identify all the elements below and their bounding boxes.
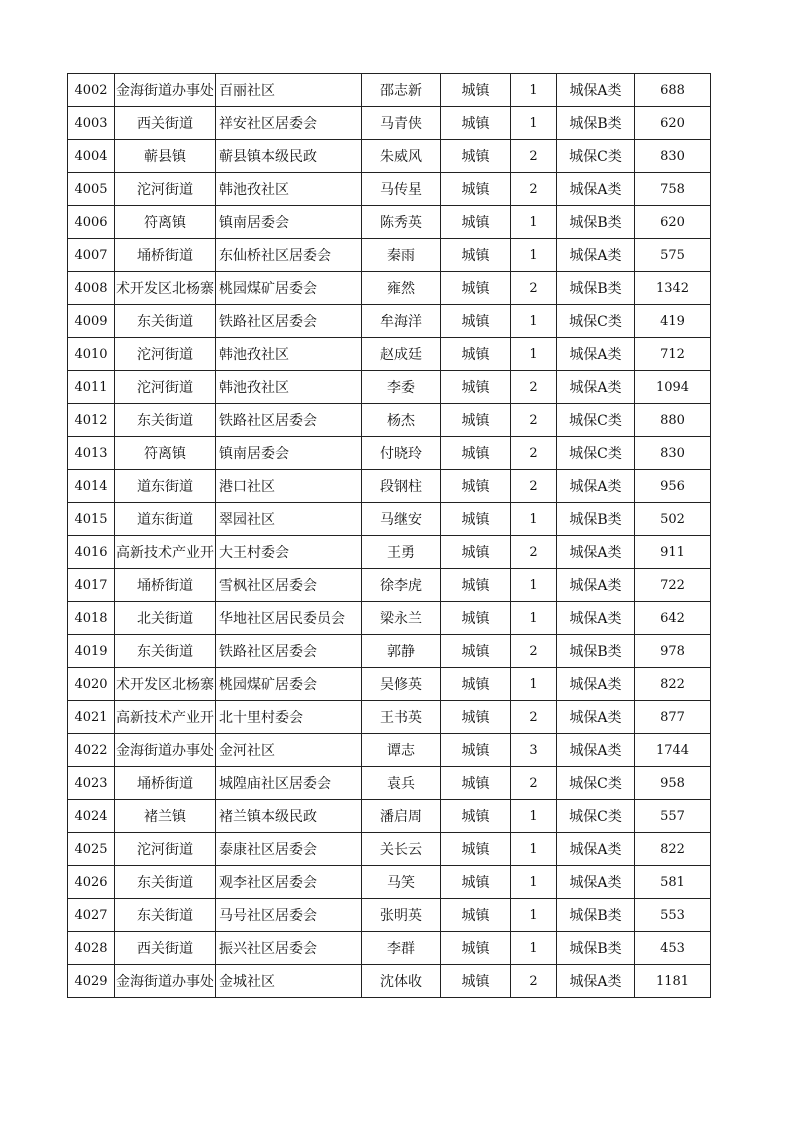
amount-cell: 958 [635,767,711,800]
person-name-cell: 朱威风 [362,140,441,173]
person-name-cell: 郭静 [362,635,441,668]
person-name-cell: 王书英 [362,701,441,734]
record-id-cell: 4023 [68,767,115,800]
person-name-cell: 马笑 [362,866,441,899]
area-type-cell: 城镇 [441,734,511,767]
table-row [68,965,711,998]
street-cell: 沱河街道 [115,833,216,866]
community-cell: 马号社区居委会 [216,899,362,932]
household-count-cell: 1 [511,239,557,272]
community-cell: 华地社区居民委员会 [216,602,362,635]
record-id-cell: 4025 [68,833,115,866]
household-count-cell: 1 [511,305,557,338]
category-cell: 城保B类 [557,107,635,140]
person-name-cell: 牟海洋 [362,305,441,338]
table-row [68,536,711,569]
community-cell: 镇南居委会 [216,437,362,470]
person-name-cell: 赵成廷 [362,338,441,371]
table-row [68,140,711,173]
street-cell: 符离镇 [115,437,216,470]
category-cell: 城保A类 [557,74,635,107]
area-type-cell: 城镇 [441,371,511,404]
household-count-cell: 3 [511,734,557,767]
area-type-cell: 城镇 [441,536,511,569]
record-id-cell: 4015 [68,503,115,536]
community-cell: 韩池孜社区 [216,371,362,404]
street-cell: 西关街道 [115,107,216,140]
category-cell: 城保B类 [557,635,635,668]
category-cell: 城保C类 [557,305,635,338]
area-type-cell: 城镇 [441,965,511,998]
area-type-cell: 城镇 [441,404,511,437]
person-name-cell: 马青侠 [362,107,441,140]
amount-cell: 553 [635,899,711,932]
category-cell: 城保A类 [557,173,635,206]
table-row [68,338,711,371]
person-name-cell: 马继安 [362,503,441,536]
table-row [68,866,711,899]
household-count-cell: 2 [511,635,557,668]
street-cell: 术开发区北杨寨 [115,272,216,305]
record-id-cell: 4021 [68,701,115,734]
table-row [68,437,711,470]
area-type-cell: 城镇 [441,173,511,206]
person-name-cell: 梁永兰 [362,602,441,635]
record-id-cell: 4028 [68,932,115,965]
person-name-cell: 陈秀英 [362,206,441,239]
person-name-cell: 杨杰 [362,404,441,437]
amount-cell: 880 [635,404,711,437]
person-name-cell: 徐李虎 [362,569,441,602]
household-count-cell: 1 [511,833,557,866]
household-count-cell: 2 [511,173,557,206]
table-row [68,668,711,701]
street-cell: 沱河街道 [115,371,216,404]
street-cell: 埇桥街道 [115,239,216,272]
person-name-cell: 袁兵 [362,767,441,800]
record-id-cell: 4029 [68,965,115,998]
community-cell: 铁路社区居委会 [216,404,362,437]
community-cell: 桃园煤矿居委会 [216,668,362,701]
area-type-cell: 城镇 [441,899,511,932]
table-row [68,107,711,140]
table-row [68,206,711,239]
amount-cell: 712 [635,338,711,371]
record-id-cell: 4027 [68,899,115,932]
street-cell: 西关街道 [115,932,216,965]
record-id-cell: 4007 [68,239,115,272]
area-type-cell: 城镇 [441,635,511,668]
community-cell: 镇南居委会 [216,206,362,239]
household-count-cell: 1 [511,668,557,701]
household-count-cell: 2 [511,965,557,998]
area-type-cell: 城镇 [441,74,511,107]
area-type-cell: 城镇 [441,800,511,833]
street-cell: 金海街道办事处 [115,734,216,767]
table-row [68,239,711,272]
household-count-cell: 2 [511,701,557,734]
records-table-body [68,74,711,998]
record-id-cell: 4004 [68,140,115,173]
household-count-cell: 2 [511,371,557,404]
community-cell: 观李社区居委会 [216,866,362,899]
record-id-cell: 4005 [68,173,115,206]
street-cell: 东关街道 [115,635,216,668]
amount-cell: 502 [635,503,711,536]
category-cell: 城保B类 [557,932,635,965]
area-type-cell: 城镇 [441,866,511,899]
amount-cell: 581 [635,866,711,899]
category-cell: 城保B类 [557,272,635,305]
household-count-cell: 1 [511,503,557,536]
table-row [68,173,711,206]
street-cell: 金海街道办事处 [115,965,216,998]
category-cell: 城保A类 [557,833,635,866]
area-type-cell: 城镇 [441,470,511,503]
community-cell: 韩池孜社区 [216,338,362,371]
community-cell: 泰康社区居委会 [216,833,362,866]
category-cell: 城保A类 [557,701,635,734]
street-cell: 道东街道 [115,503,216,536]
area-type-cell: 城镇 [441,602,511,635]
category-cell: 城保A类 [557,536,635,569]
amount-cell: 620 [635,206,711,239]
street-cell: 东关街道 [115,404,216,437]
area-type-cell: 城镇 [441,833,511,866]
category-cell: 城保A类 [557,734,635,767]
records-table [67,73,711,998]
record-id-cell: 4016 [68,536,115,569]
community-cell: 祥安社区居委会 [216,107,362,140]
amount-cell: 620 [635,107,711,140]
record-id-cell: 4013 [68,437,115,470]
amount-cell: 557 [635,800,711,833]
street-cell: 金海街道办事处 [115,74,216,107]
area-type-cell: 城镇 [441,701,511,734]
street-cell: 符离镇 [115,206,216,239]
table-row [68,569,711,602]
community-cell: 城隍庙社区居委会 [216,767,362,800]
household-count-cell: 1 [511,206,557,239]
household-count-cell: 1 [511,800,557,833]
street-cell: 沱河街道 [115,173,216,206]
record-id-cell: 4006 [68,206,115,239]
amount-cell: 575 [635,239,711,272]
person-name-cell: 李委 [362,371,441,404]
street-cell: 东关街道 [115,866,216,899]
street-cell: 道东街道 [115,470,216,503]
record-id-cell: 4024 [68,800,115,833]
community-cell: 褚兰镇本级民政 [216,800,362,833]
household-count-cell: 2 [511,404,557,437]
person-name-cell: 王勇 [362,536,441,569]
area-type-cell: 城镇 [441,305,511,338]
person-name-cell: 潘启周 [362,800,441,833]
table-row [68,701,711,734]
street-cell: 北关街道 [115,602,216,635]
household-count-cell: 1 [511,338,557,371]
community-cell: 翠园社区 [216,503,362,536]
street-cell: 蕲县镇 [115,140,216,173]
household-count-cell: 2 [511,536,557,569]
category-cell: 城保C类 [557,767,635,800]
street-cell: 高新技术产业开 [115,536,216,569]
amount-cell: 1342 [635,272,711,305]
amount-cell: 822 [635,668,711,701]
area-type-cell: 城镇 [441,272,511,305]
table-row [68,503,711,536]
record-id-cell: 4009 [68,305,115,338]
record-id-cell: 4008 [68,272,115,305]
amount-cell: 1181 [635,965,711,998]
person-name-cell: 马传星 [362,173,441,206]
amount-cell: 1094 [635,371,711,404]
category-cell: 城保A类 [557,602,635,635]
category-cell: 城保A类 [557,866,635,899]
table-row [68,899,711,932]
table-row [68,272,711,305]
amount-cell: 830 [635,140,711,173]
community-cell: 铁路社区居委会 [216,305,362,338]
area-type-cell: 城镇 [441,140,511,173]
amount-cell: 877 [635,701,711,734]
community-cell: 港口社区 [216,470,362,503]
community-cell: 韩池孜社区 [216,173,362,206]
amount-cell: 1744 [635,734,711,767]
household-count-cell: 1 [511,932,557,965]
record-id-cell: 4010 [68,338,115,371]
person-name-cell: 付晓玲 [362,437,441,470]
household-count-cell: 2 [511,470,557,503]
amount-cell: 688 [635,74,711,107]
category-cell: 城保A类 [557,239,635,272]
person-name-cell: 李群 [362,932,441,965]
table-row [68,74,711,107]
household-count-cell: 2 [511,767,557,800]
table-row [68,404,711,437]
table-row [68,602,711,635]
person-name-cell: 吴修英 [362,668,441,701]
amount-cell: 822 [635,833,711,866]
person-name-cell: 秦雨 [362,239,441,272]
record-id-cell: 4012 [68,404,115,437]
amount-cell: 722 [635,569,711,602]
household-count-cell: 2 [511,140,557,173]
person-name-cell: 张明英 [362,899,441,932]
community-cell: 金河社区 [216,734,362,767]
community-cell: 百丽社区 [216,74,362,107]
household-count-cell: 2 [511,437,557,470]
category-cell: 城保A类 [557,569,635,602]
street-cell: 沱河街道 [115,338,216,371]
table-row [68,305,711,338]
area-type-cell: 城镇 [441,569,511,602]
category-cell: 城保C类 [557,800,635,833]
area-type-cell: 城镇 [441,338,511,371]
record-id-cell: 4019 [68,635,115,668]
area-type-cell: 城镇 [441,206,511,239]
street-cell: 术开发区北杨寨 [115,668,216,701]
community-cell: 桃园煤矿居委会 [216,272,362,305]
category-cell: 城保C类 [557,437,635,470]
person-name-cell: 雍然 [362,272,441,305]
category-cell: 城保B类 [557,206,635,239]
amount-cell: 419 [635,305,711,338]
amount-cell: 642 [635,602,711,635]
amount-cell: 453 [635,932,711,965]
category-cell: 城保A类 [557,668,635,701]
street-cell: 褚兰镇 [115,800,216,833]
table-row [68,734,711,767]
record-id-cell: 4014 [68,470,115,503]
record-id-cell: 4022 [68,734,115,767]
amount-cell: 956 [635,470,711,503]
area-type-cell: 城镇 [441,239,511,272]
area-type-cell: 城镇 [441,437,511,470]
record-id-cell: 4011 [68,371,115,404]
category-cell: 城保B类 [557,899,635,932]
community-cell: 北十里村委会 [216,701,362,734]
person-name-cell: 段钢柱 [362,470,441,503]
area-type-cell: 城镇 [441,767,511,800]
table-row [68,833,711,866]
category-cell: 城保A类 [557,338,635,371]
community-cell: 金城社区 [216,965,362,998]
record-id-cell: 4020 [68,668,115,701]
street-cell: 高新技术产业开 [115,701,216,734]
person-name-cell: 谭志 [362,734,441,767]
category-cell: 城保A类 [557,965,635,998]
community-cell: 大王村委会 [216,536,362,569]
record-id-cell: 4003 [68,107,115,140]
category-cell: 城保B类 [557,503,635,536]
community-cell: 铁路社区居委会 [216,635,362,668]
category-cell: 城保A类 [557,371,635,404]
person-name-cell: 关长云 [362,833,441,866]
amount-cell: 758 [635,173,711,206]
street-cell: 东关街道 [115,899,216,932]
amount-cell: 830 [635,437,711,470]
record-id-cell: 4018 [68,602,115,635]
table-row [68,800,711,833]
table-row [68,470,711,503]
household-count-cell: 1 [511,569,557,602]
area-type-cell: 城镇 [441,107,511,140]
community-cell: 东仙桥社区居委会 [216,239,362,272]
table-row [68,932,711,965]
community-cell: 蕲县镇本级民政 [216,140,362,173]
person-name-cell: 沈体收 [362,965,441,998]
person-name-cell: 邵志新 [362,74,441,107]
street-cell: 埇桥街道 [115,767,216,800]
table-row [68,371,711,404]
street-cell: 埇桥街道 [115,569,216,602]
community-cell: 雪枫社区居委会 [216,569,362,602]
amount-cell: 911 [635,536,711,569]
category-cell: 城保A类 [557,470,635,503]
community-cell: 振兴社区居委会 [216,932,362,965]
table-row [68,635,711,668]
amount-cell: 978 [635,635,711,668]
category-cell: 城保C类 [557,140,635,173]
household-count-cell: 1 [511,74,557,107]
household-count-cell: 1 [511,866,557,899]
street-cell: 东关街道 [115,305,216,338]
area-type-cell: 城镇 [441,932,511,965]
record-id-cell: 4002 [68,74,115,107]
household-count-cell: 1 [511,899,557,932]
area-type-cell: 城镇 [441,503,511,536]
household-count-cell: 1 [511,107,557,140]
category-cell: 城保C类 [557,404,635,437]
household-count-cell: 2 [511,272,557,305]
record-id-cell: 4026 [68,866,115,899]
household-count-cell: 1 [511,602,557,635]
table-row [68,767,711,800]
record-id-cell: 4017 [68,569,115,602]
area-type-cell: 城镇 [441,668,511,701]
